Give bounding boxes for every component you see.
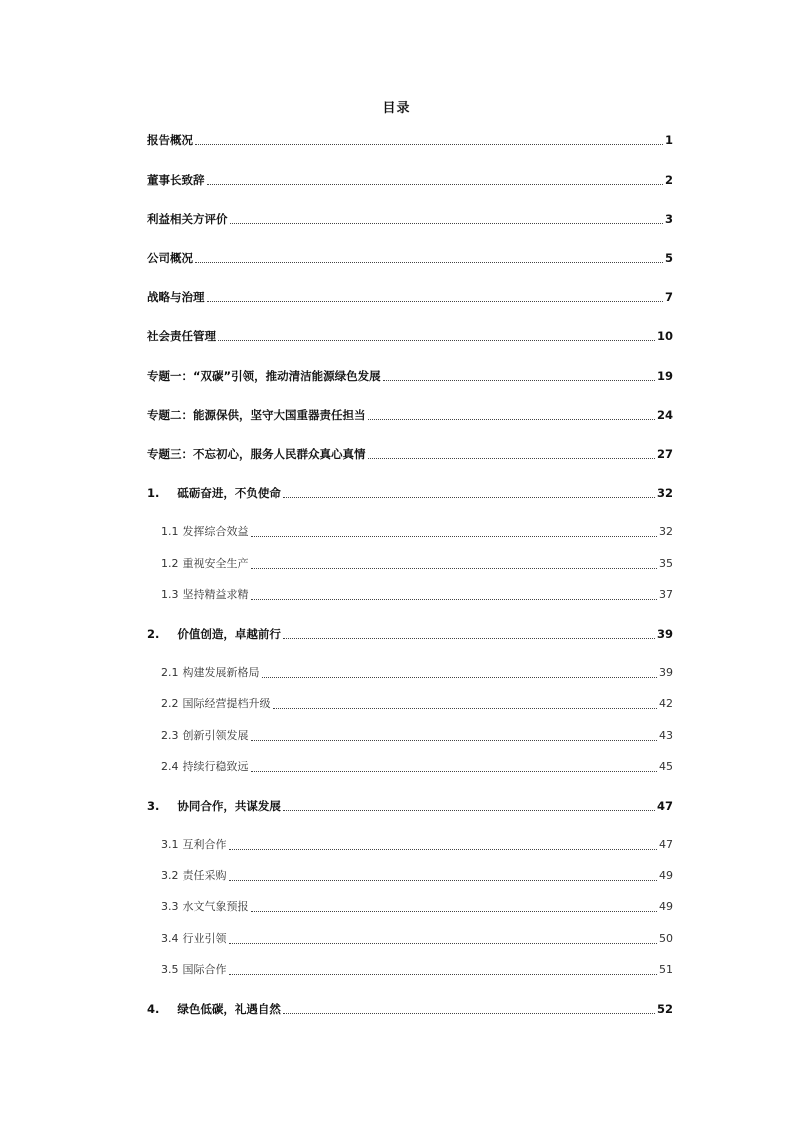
toc-entry[interactable] bbox=[147, 797, 673, 815]
toc-entry-page-number: 42 bbox=[659, 697, 673, 710]
toc-entry[interactable] bbox=[161, 758, 673, 776]
toc-dot-leader bbox=[251, 598, 658, 600]
toc-dot-leader bbox=[383, 379, 655, 381]
toc-entry-title: 行业引领 bbox=[182, 932, 227, 945]
toc-entry-page-number: 49 bbox=[659, 900, 673, 913]
toc-entry[interactable] bbox=[161, 555, 673, 573]
toc-dot-leader bbox=[207, 300, 663, 302]
toc-entry-number: 1.3 bbox=[161, 588, 179, 601]
toc-entry-page-number: 24 bbox=[656, 408, 673, 422]
toc-entry[interactable] bbox=[161, 836, 673, 854]
toc-entry-title: 专题一：“双碳”引领，推动清洁能源绿色发展 bbox=[147, 369, 381, 383]
toc-entry-number: 2.3 bbox=[161, 729, 179, 742]
toc-entry-title: 发挥综合效益 bbox=[182, 525, 249, 538]
toc-entry[interactable] bbox=[147, 445, 673, 463]
toc-entry[interactable] bbox=[147, 171, 673, 189]
toc-entry-title: 国际经营提档升级 bbox=[182, 697, 271, 710]
toc-entry-number: 3.5 bbox=[161, 963, 179, 976]
toc-entry[interactable] bbox=[147, 327, 673, 345]
toc-entry[interactable] bbox=[147, 1000, 673, 1018]
toc-dot-leader bbox=[207, 183, 663, 185]
toc-dot-leader bbox=[283, 809, 655, 811]
toc-entry-page-number: 43 bbox=[659, 729, 673, 742]
toc-dot-leader bbox=[283, 496, 655, 498]
toc-dot-leader bbox=[368, 457, 655, 459]
toc-dot-leader bbox=[229, 942, 658, 944]
toc-entry-page-number: 3 bbox=[664, 212, 673, 226]
toc-dot-leader bbox=[229, 848, 658, 850]
toc-entry-page-number: 49 bbox=[659, 869, 673, 882]
toc-entry-number: 2.1 bbox=[161, 666, 179, 679]
toc-entry-page-number: 47 bbox=[656, 799, 673, 813]
toc-dot-leader bbox=[229, 973, 658, 975]
toc-dot-leader bbox=[251, 535, 658, 537]
toc-entry-title: 专题三：不忘初心，服务人民群众真心真情 bbox=[147, 447, 366, 461]
toc-entry[interactable] bbox=[147, 625, 673, 643]
toc-entry-number: 1.2 bbox=[161, 557, 179, 570]
toc-entry[interactable] bbox=[147, 288, 673, 306]
toc-entry[interactable] bbox=[161, 930, 673, 948]
toc-entry-page-number: 47 bbox=[659, 838, 673, 851]
toc-entry-title: 重视安全生产 bbox=[182, 557, 249, 570]
toc-entry-number: 4. bbox=[147, 1002, 160, 1016]
toc-dot-leader bbox=[230, 222, 663, 224]
toc-entry-page-number: 2 bbox=[664, 173, 673, 187]
toc-entry-title: 协同合作，共谋发展 bbox=[177, 799, 281, 813]
toc-entry-page-number: 50 bbox=[659, 932, 673, 945]
toc-entry[interactable] bbox=[161, 695, 673, 713]
toc-entry-number: 2.4 bbox=[161, 760, 179, 773]
toc-entry-number: 1.1 bbox=[161, 525, 179, 538]
toc-entry-title: 构建发展新格局 bbox=[182, 666, 260, 679]
toc-entry-title: 责任采购 bbox=[182, 869, 227, 882]
toc-dot-leader bbox=[251, 739, 658, 741]
toc-entry-title: 利益相关方评价 bbox=[147, 212, 228, 226]
toc-entry-number: 3. bbox=[147, 799, 160, 813]
toc-entry-title: 董事长致辞 bbox=[147, 173, 205, 187]
toc-entry-page-number: 10 bbox=[656, 329, 673, 343]
toc-dot-leader bbox=[283, 1012, 655, 1014]
toc-entry-title: 战略与治理 bbox=[147, 290, 205, 304]
toc-entry-page-number: 39 bbox=[659, 666, 673, 679]
toc-dot-leader bbox=[251, 567, 658, 569]
toc-entry-title: 坚持精益求精 bbox=[182, 588, 249, 601]
toc-entry-number: 3.2 bbox=[161, 869, 179, 882]
toc-entry-page-number: 52 bbox=[656, 1002, 673, 1016]
toc-dot-leader bbox=[195, 143, 663, 145]
toc-entry-page-number: 19 bbox=[656, 369, 673, 383]
toc-entry[interactable] bbox=[147, 210, 673, 228]
toc-entry-number: 2. bbox=[147, 627, 160, 641]
toc-dot-leader bbox=[195, 261, 663, 263]
toc-entry-number: 3.1 bbox=[161, 838, 179, 851]
toc-dot-leader bbox=[262, 676, 658, 678]
toc-entry[interactable] bbox=[161, 586, 673, 604]
toc-entry-title: 报告概况 bbox=[147, 133, 193, 147]
toc-entry-page-number: 5 bbox=[664, 251, 673, 265]
toc-dot-leader bbox=[229, 879, 658, 881]
toc-entry-title: 专题二：能源保供，坚守大国重器责任担当 bbox=[147, 408, 366, 422]
toc-entry-title: 创新引领发展 bbox=[182, 729, 249, 742]
toc-entry[interactable] bbox=[161, 664, 673, 682]
toc-entry[interactable] bbox=[147, 406, 673, 424]
toc-entry-number: 3.4 bbox=[161, 932, 179, 945]
toc-entry-page-number: 7 bbox=[664, 290, 673, 304]
toc-dot-leader bbox=[251, 770, 658, 772]
toc-entry[interactable] bbox=[147, 249, 673, 267]
toc-entry-title: 绿色低碳，礼遇自然 bbox=[177, 1002, 281, 1016]
toc-dot-leader bbox=[283, 637, 655, 639]
toc-entry-title: 公司概况 bbox=[147, 251, 193, 265]
toc-entry-page-number: 32 bbox=[656, 486, 673, 500]
toc-entry-title: 持续行稳致远 bbox=[182, 760, 249, 773]
toc-entry-page-number: 27 bbox=[656, 447, 673, 461]
toc-entry-page-number: 39 bbox=[656, 627, 673, 641]
toc-entry-page-number: 45 bbox=[659, 760, 673, 773]
toc-entry-page-number: 35 bbox=[659, 557, 673, 570]
toc-entry-title: 砥砺奋进，不负使命 bbox=[177, 486, 281, 500]
toc-entry[interactable] bbox=[147, 484, 673, 502]
toc-entry[interactable] bbox=[147, 367, 673, 385]
toc-entry-title: 水文气象预报 bbox=[182, 900, 249, 913]
toc-dot-leader bbox=[251, 910, 658, 912]
toc-entry-page-number: 32 bbox=[659, 525, 673, 538]
toc-dot-leader bbox=[273, 707, 658, 709]
toc-entry-title: 价值创造，卓越前行 bbox=[177, 627, 281, 641]
toc-entry-page-number: 1 bbox=[664, 133, 673, 147]
toc-entry[interactable] bbox=[161, 867, 673, 885]
toc-entry[interactable] bbox=[161, 898, 673, 916]
toc-dot-leader bbox=[218, 339, 655, 341]
toc-entry[interactable] bbox=[161, 523, 673, 541]
toc-entry-title: 社会责任管理 bbox=[147, 329, 216, 343]
toc-entry-title: 互利合作 bbox=[182, 838, 227, 851]
toc-entry-number: 2.2 bbox=[161, 697, 179, 710]
toc-entry[interactable] bbox=[161, 727, 673, 745]
toc-dot-leader bbox=[368, 418, 655, 420]
toc-entry-number: 1. bbox=[147, 486, 160, 500]
toc-entry[interactable] bbox=[161, 961, 673, 979]
toc-entry-title: 国际合作 bbox=[182, 963, 227, 976]
toc-entry-page-number: 37 bbox=[659, 588, 673, 601]
toc-title: 目录 bbox=[382, 101, 411, 116]
toc-entry-page-number: 51 bbox=[659, 963, 673, 976]
toc-entry[interactable] bbox=[147, 131, 673, 149]
toc-entry-number: 3.3 bbox=[161, 900, 179, 913]
